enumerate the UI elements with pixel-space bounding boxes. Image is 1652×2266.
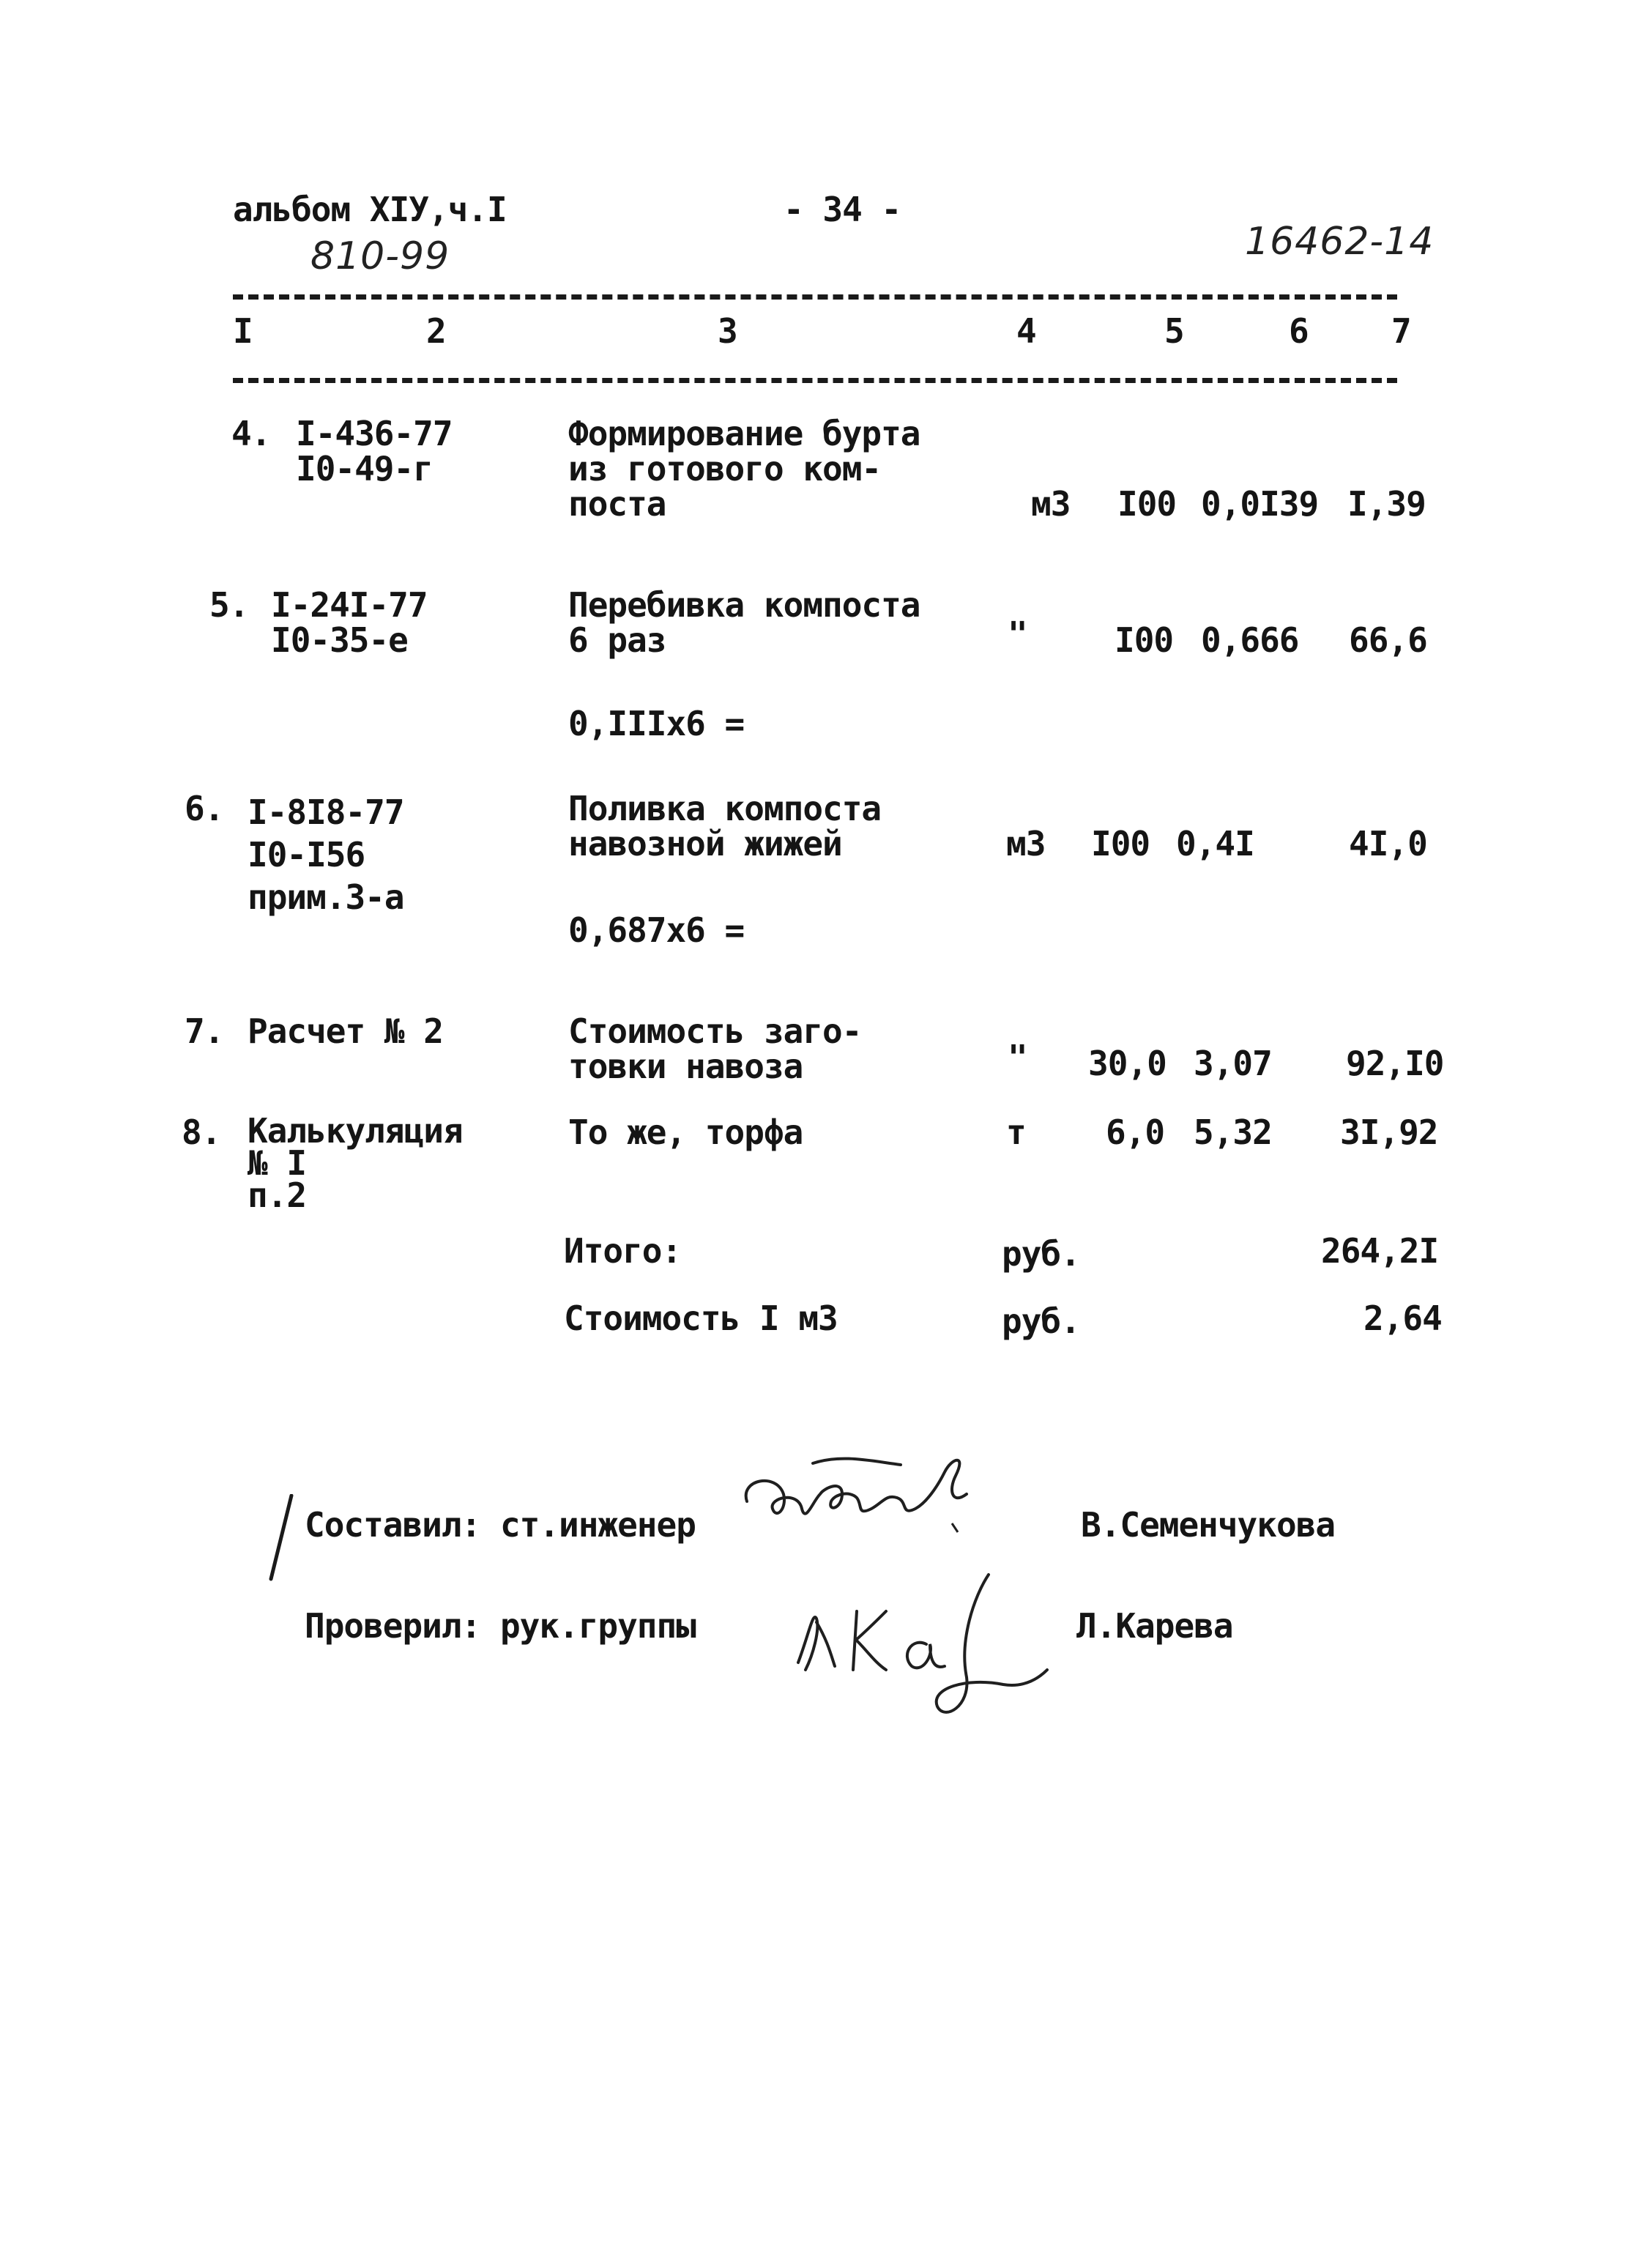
row-6-code: I-8I8-77 I0-I56 прим.3-а (248, 792, 404, 917)
handwritten-right-number: 16462-14 (1245, 220, 1435, 264)
row-6-unit: м3 (1006, 824, 1046, 863)
row-5-rate: 0,666 (1201, 620, 1299, 660)
row-8-qty: 6,0 (1106, 1112, 1165, 1152)
row-5-qty: I00 (1115, 620, 1174, 660)
row-7-rate: 3,07 (1194, 1044, 1272, 1083)
checked-by-name: Л.Карева (1076, 1606, 1233, 1646)
row-8-code: Калькуляция № I п.2 (248, 1111, 463, 1215)
checked-by-signature (784, 1567, 1062, 1731)
col-header-4: 4 (1016, 311, 1036, 351)
compiled-by-signature (732, 1450, 1011, 1563)
row-4-code: I-436-77 I0-49-г (296, 414, 453, 489)
col-header-1: I (233, 311, 253, 351)
page-number: - 34 - (784, 190, 901, 229)
row-8-total: 3I,92 (1340, 1112, 1438, 1152)
row-7-unit: " (1008, 1038, 1027, 1077)
row-6-qty: I00 (1091, 824, 1150, 863)
row-4-qty: I00 (1117, 484, 1177, 524)
compiled-by-role: Составил: ст.инженер (305, 1505, 696, 1545)
row-5-code: I-24I-77 I0-35-е (271, 585, 428, 660)
row-8-description: То же, торфа (568, 1112, 803, 1152)
album-reference: альбом XIУ,ч.I (233, 190, 507, 229)
handwritten-left-number: 810-99 (310, 234, 450, 278)
checked-by-role: Проверил: рук.группы (305, 1606, 696, 1646)
row-7-qty: 30,0 (1088, 1044, 1167, 1083)
col-header-2: 2 (426, 311, 446, 351)
summary-total-unit: руб. (1002, 1234, 1080, 1274)
summary-total-label: Итого: (564, 1231, 682, 1271)
row-8-num: 8. (182, 1112, 221, 1152)
row-7-description: Стоимость заго- товки навоза (568, 1011, 862, 1086)
col-header-5: 5 (1164, 311, 1184, 351)
row-7-total: 92,I0 (1346, 1044, 1444, 1083)
summary-unit-cost-value: 2,64 (1363, 1299, 1442, 1338)
header-rule-bottom (233, 378, 1397, 383)
row-8-unit: т (1006, 1112, 1026, 1152)
row-8-rate: 5,32 (1194, 1112, 1272, 1152)
row-5-description: Перебивка компоста 6 раз (568, 585, 920, 660)
row-4-unit: м3 (1031, 484, 1071, 524)
col-header-6: 6 (1289, 311, 1309, 351)
signature-slash-mark (267, 1494, 296, 1585)
summary-unit-cost-label: Стоимость I м3 (564, 1299, 838, 1338)
row-5-num: 5. (209, 585, 249, 625)
row-7-code: Расчет № 2 (248, 1011, 443, 1051)
row-4-total: I,39 (1347, 484, 1426, 524)
row-5-unit: " (1008, 614, 1027, 654)
col-header-3: 3 (718, 311, 737, 351)
summary-total-value: 264,2I (1321, 1231, 1439, 1271)
row-6-description: Поливка компоста навозной жижей (568, 789, 882, 863)
row-4-rate: 0,0I39 (1201, 484, 1319, 524)
row-4-num: 4. (231, 414, 271, 453)
header-rule-top (233, 294, 1397, 300)
row-6-total: 4I,0 (1349, 824, 1427, 863)
row-4-description: Формирование бурта из готового ком- поста (568, 414, 920, 524)
summary-unit-cost-unit: руб. (1002, 1301, 1080, 1341)
compiled-by-name: В.Семенчукова (1081, 1505, 1336, 1545)
row-5-formula: 0,IIIх6 = (568, 704, 745, 743)
row-6-formula: 0,687х6 = (568, 910, 745, 950)
row-5-total: 66,6 (1349, 620, 1427, 660)
row-6-rate: 0,4I (1176, 824, 1254, 863)
row-7-num: 7. (185, 1011, 224, 1051)
row-6-num: 6. (185, 789, 224, 828)
col-header-7: 7 (1391, 311, 1411, 351)
